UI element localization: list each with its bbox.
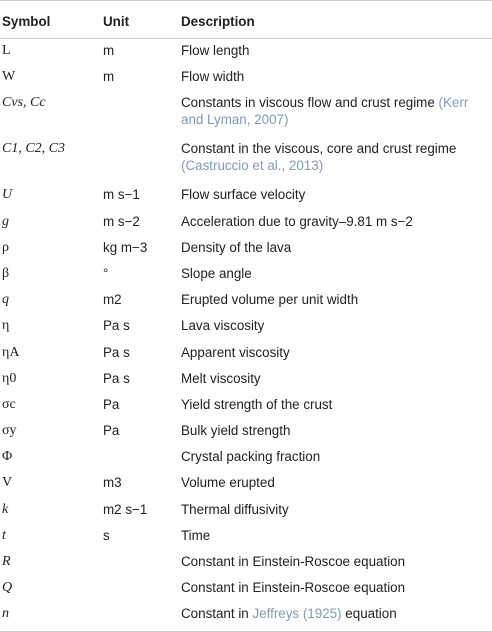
symbol-cell: β (2, 265, 10, 281)
reference-link[interactable]: Jeffreys (1925) (252, 606, 342, 622)
table-row (0, 602, 492, 632)
description-cell: Lava viscosity (181, 318, 265, 334)
description-cell: Constant in Einstein-Roscoe equation (181, 554, 406, 569)
table-row (0, 524, 492, 550)
table-row (0, 288, 492, 314)
description-cell: Slope angle (181, 265, 252, 281)
table-row (0, 393, 492, 419)
header-description: Description (179, 1, 492, 39)
description-cell: Flow length (181, 43, 250, 58)
symbol-cell: σy (2, 423, 17, 439)
symbol-cell: Φ (2, 449, 13, 465)
unit-cell: s (103, 527, 110, 543)
description-cell: Bulk yield strength (181, 423, 291, 439)
unit-cell (101, 602, 179, 632)
reference-link[interactable]: (Kerr and Lyman, 2007) (181, 95, 469, 128)
description-cell: Flow width (181, 69, 245, 85)
header-unit: Unit (101, 1, 179, 39)
description-cell (179, 91, 492, 137)
symbol-cell: R (2, 554, 11, 569)
symbol-cell: n (0, 602, 101, 632)
unit-cell (101, 550, 179, 576)
unit-cell: ° (103, 265, 109, 281)
description-cell: Density of the lava (181, 239, 292, 255)
table-row (0, 183, 492, 209)
description-cell: Crystal packing fraction (181, 449, 321, 465)
table-row (0, 91, 492, 137)
unit-cell: Pa s (103, 344, 130, 360)
header-row (0, 1, 492, 39)
table-row (0, 471, 492, 497)
description-cell: Yield strength of the crust (181, 396, 333, 412)
table-row (0, 65, 492, 91)
unit-cell (101, 137, 179, 183)
description-text: Constant in (181, 606, 249, 622)
table-row (0, 445, 492, 471)
unit-cell: m s−2 (103, 213, 140, 229)
symbol-text: Cvs, Cc (2, 95, 46, 111)
unit-cell: kg m−3 (103, 239, 148, 255)
symbol-cell: σc (2, 396, 16, 412)
description-cell: Erupted volume per unit width (181, 292, 359, 308)
table-row (0, 236, 492, 262)
unit-cell (101, 445, 179, 471)
symbol-cell: η (2, 318, 10, 334)
symbol-cell: q (2, 292, 9, 308)
table-row (0, 137, 492, 183)
unit-cell: Pa (103, 423, 120, 439)
table-row (0, 314, 492, 340)
description-cell: Volume erupted (181, 475, 275, 491)
description-cell: Constant in Einstein-Roscoe equation (181, 580, 406, 596)
table-row (0, 367, 492, 393)
unit-cell: Pa (103, 396, 120, 412)
table-row (0, 262, 492, 288)
table-row (0, 550, 492, 576)
table-row (0, 341, 492, 367)
description-text-after: equation (345, 606, 397, 622)
header-symbol: Symbol (0, 1, 101, 39)
unit-cell: m2 (103, 292, 122, 308)
symbol-cell: k (2, 501, 9, 517)
description-cell: Thermal diffusivity (181, 501, 289, 517)
description-cell: Acceleration due to gravity–9.81 m s−2 (181, 213, 413, 229)
symbol-cell (0, 137, 101, 183)
symbol-cell: Q (2, 580, 13, 596)
symbol-cell: η0 (2, 370, 17, 386)
unit-cell: m3 (103, 475, 122, 491)
symbol-cell (0, 91, 101, 137)
unit-cell: m2 s−1 (103, 501, 148, 517)
symbol-cell: V (2, 475, 13, 491)
symbol-cell: t (2, 527, 6, 543)
table-row (0, 419, 492, 445)
table-row (0, 576, 492, 602)
reference-link[interactable]: (Castruccio et al., 2013) (181, 158, 324, 174)
unit-cell: m s−1 (103, 187, 140, 203)
unit-cell: Pa s (103, 370, 130, 386)
description-text: Constant in the viscous, core and crust regime (181, 141, 457, 157)
table-row (0, 498, 492, 524)
description-cell: Time (181, 527, 211, 543)
symbol-cell: g (2, 213, 9, 229)
symbol-text: C1, C2, C3 (2, 141, 66, 157)
symbol-cell: ηA (2, 344, 20, 360)
symbol-cell: U (2, 187, 13, 203)
table-row (0, 39, 492, 66)
description-cell (179, 602, 492, 632)
description-text: Constants in viscous flow and crust regime (181, 95, 435, 111)
unit-cell: Pa s (103, 318, 130, 334)
description-cell: Apparent viscosity (181, 344, 290, 360)
table-row (0, 210, 492, 236)
unit-cell (101, 576, 179, 602)
description-cell (179, 137, 492, 183)
symbol-cell: ρ (2, 239, 9, 255)
unit-cell: m (103, 69, 115, 85)
description-cell: Flow surface velocity (181, 187, 306, 203)
symbol-cell: L (2, 43, 11, 58)
unit-cell (101, 91, 179, 137)
description-cell: Melt viscosity (181, 370, 261, 386)
unit-cell: m (103, 43, 115, 58)
symbol-cell: W (2, 69, 16, 85)
